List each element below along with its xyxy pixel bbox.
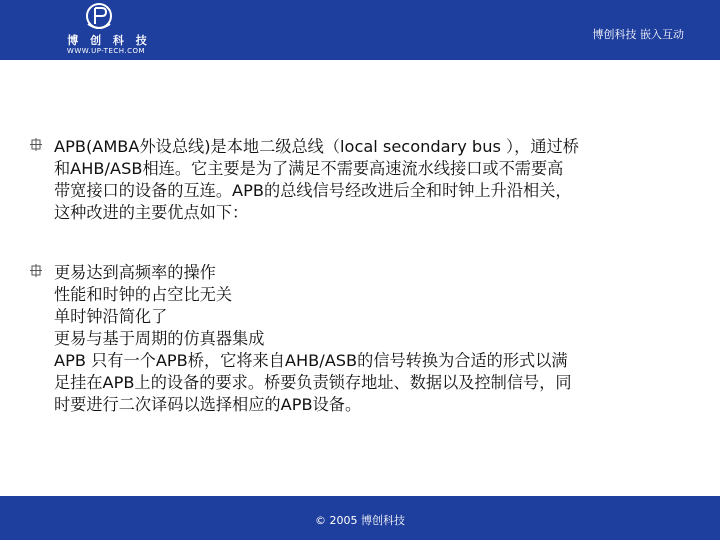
bullet-line: 更易达到高频率的操作 bbox=[54, 263, 216, 282]
bullet-text bbox=[54, 136, 700, 224]
footer-bar bbox=[0, 496, 720, 540]
bullet-line: 和AHB/ASB相连。它主要是为了满足不需要高速流水线接口或不需要高 bbox=[54, 159, 564, 178]
bullet-line: APB(AMBA外设总线)是本地二级总线（local secondary bus ），通过桥 bbox=[54, 137, 579, 156]
bullet-line: 这种改进的主要优点如下： bbox=[54, 203, 249, 222]
logo-text: 博 创 科 技 bbox=[67, 34, 151, 47]
footer-copyright: © 2005 博创科技 bbox=[315, 514, 405, 527]
bullet-text bbox=[54, 262, 700, 416]
bullet-line: 带宽接口的设备的互连。APB的总线信号经改进后全和时钟上升沿相关， bbox=[54, 181, 572, 200]
square-bullet-icon bbox=[30, 264, 42, 278]
bullet-line: 单时钟沿简化了 bbox=[54, 307, 168, 326]
bullet-line: 足挂在APB上的设备的要求。桥要负责锁存地址、数据以及控制信号，同 bbox=[54, 373, 572, 392]
bullet-line: 更易与基于周期的仿真器集成 bbox=[54, 329, 265, 348]
bullet-item bbox=[30, 136, 700, 224]
header-slogan: 博创科技 嵌入互动 bbox=[592, 28, 684, 41]
bullet-line: APB 只有一个APB桥，它将来自AHB/ASB的信号转换为合适的形式以满 bbox=[54, 351, 568, 370]
square-bullet-icon bbox=[30, 138, 42, 152]
bullet-item bbox=[30, 262, 700, 416]
bullet-line: 性能和时钟的占空比无关 bbox=[54, 285, 233, 304]
logo-url: WWW.UP-TECH.COM bbox=[66, 47, 146, 55]
bullet-line: 时要进行二次译码以选择相应的APB设备。 bbox=[54, 395, 362, 414]
